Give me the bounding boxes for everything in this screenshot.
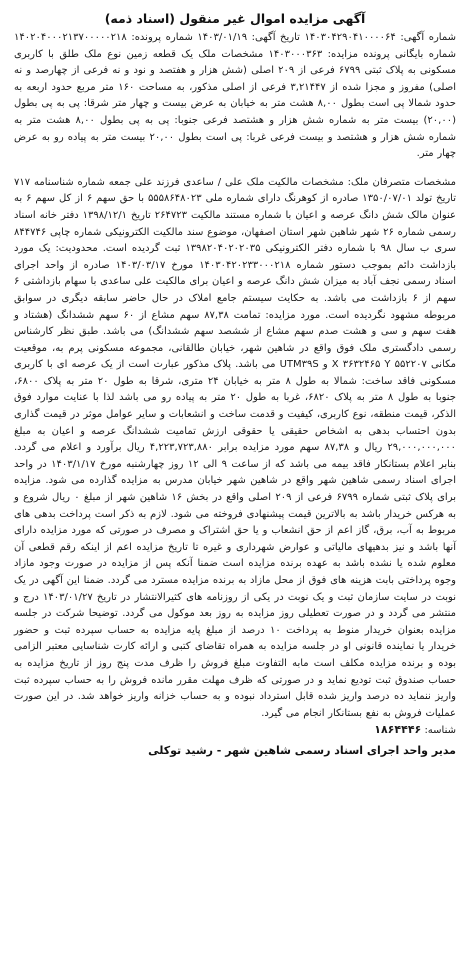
reference-number: ۱۸۶۴۴۴۶ <box>374 723 422 737</box>
signature-line: مدیر واحد اجرای اسناد رسمی شاهین شهر - رشید توکلی <box>148 743 456 757</box>
reference-line <box>14 722 456 740</box>
notice-title: آگهی مزایده اموال غیر منقول (اسناد ذمه) <box>104 11 366 26</box>
reference-label: شناسه: <box>424 725 456 737</box>
body-paragraph: مشخصات متصرفان ملک: مشخصات مالکیت ملک علی / ساعدی فرزند علی جمعه شماره شناسنامه ۷۱۷ تاریخ تولد ۱۳۵۰/۰۷/۰۱ صادره از کوهرنگ دارای شماره ملی ۵۵۵۸۶۴۸۰۲۳ با حق سهم ۶ از کل سهم ۶ به عنوان مالک شش دانگ عرصه و اعیان با شماره مستند مالکیت ۲۶۴۷۲۳ تاریخ ۱۳۹۸/۱۲/۱ دفتر خانه اسناد رسمی شماره ۲۶ شهر شاهین شهر استان اصفهان، موضوع سند مالکیت الکترونیکی شماره چاپی ۸۴۴۷۴۶ سری ب سال ۹۸ با شماره دفتر الکترونیکی ۱۳۹۸۲۰۴۰۲۰۲۰۳۵ ثبت گردیده است. محدودیت: یک مورد بازداشت دائم بموجب دستور شماره ۱۴۰۳۰۴۲۰۲۳۳۰۰۰۲۱۸ مورخ ۱۴۰۳/۰۳/۱۷ صادره از واحد اجرای اسناد رسمی نجف آباد به میزان شش دانگ عرصه و اعیان برای مالکیت علی ساعدی با سهام بازداشتی ۶ سهم از ۶ بازداشت می باشد. به حکایت سیستم جامع املاک در حال حاضر سابقه دیگری در سوابق مربوطه مشهود نگردیده است. مورد مزایده: تمامت ۸۷,۳۸ سهم مشاع از ۶۰ سهم ششدانگ (هشتاد و هفت سهم و سی و هشت صدم سهم مشاع از ششصد سهم ششدانگ) می باشد. طبق نظر کارشناس رسمی دادگستری ملک فوق واقع در شاهین شهر، خیابان طالقانی، مجموعه مسکونی پرم به، موقعیت مکانی ۵۵۲۲۰۷ X ۳۶۳۲۴۶۵ Y و UTM۳۹S می باشد. پلاک مذکور عبارت است از یک عرصه ای با کاربری مسکونی فاقد ساخت: شمالا به طول ۸ متر به خیابان ۲۴ متری، شرقا به طول ۲۰ متر به پلاک ۶۸۰۰، جنوبا به طول ۸ متر به پلاک ۶۸۲۰، غربا به طول ۲۰ متر به پیاده رو می باشد لذا با عنایت موارد فوق الذکر، قیمت منطقه، نوع کاربری، کیفیت و قدمت ساخت و انشعابات و سایر عوامل موثر در قیمت گذاری بدون احتساب بدهی به اشخاص حقیقی یا حقوقی ارزش تمامیت ششدانگ عرصه و اعیان به مبلغ ۲۹,۰۰۰,۰۰۰,۰۰۰ ریال و ۸۷,۳۸ سهم مورد مزایده برابر ۴,۲۲۳,۷۲۳,۸۸۰ ریال برآورد و اعلام می گردد. بنابر اعلام بستانکار فاقد بیمه می باشد که از ساعت ۹ الی ۱۲ روز چهارشنبه مورخ ۱۴۰۳/۱/۱۷ در واحد اجرای اسناد رسمی شاهین شهر واقع در شاهین شهر خیابان مدرس به مزایده گذارده می شود. مزایده برای پلاک ثبتی شماره ۶۷۹۹ فرعی از ۲۰۹ اصلی واقع در بخش ۱۶ شاهین شهر از مبلغ ۰ ریال شروع و به هرکس خریدار باشد به بالاترین قیمت پیشنهادی فروخته می شود. لازم به ذکر است پرداخت بدهی های مربوط به آب، برق، گاز اعم از حق انشعاب و یا حق اشتراک و مصرف در صورتی که مورد مزایده دارای آنها باشد و نیز بدهیهای مالیاتی و عوارض شهرداری و غیره تا تاریخ مزایده اعم از اینکه رقم قطعی آن معلوم شده یا نشده باشد به عهده برنده مزایده است ضمنا آنکه پس از مزایده در صورت وجود مازاد وجوه پرداختی بابت هزینه های فوق از محل مازاد به برنده مزایده مسترد می گردد. ضمنا این آگهی در یک نوبت در سایت سازمان ثبت و یک نوبت در یکی از روزنامه های کثیرالانتشار در تاریخ ۱۴۰۳/۰۱/۲۷ درج و منتشر می گردد و در صورت تعطیلی روز مزایده به روز بعد موکول می گردد. توضیحا شرکت در جلسه مزایده بعنوان خریدار منوط به پرداخت ۱۰ درصد از مبلغ پایه مزایده به حساب سپرده ثبت و حضور خریدار یا نماینده قانونی او در جلسه مزایده به همراه تقاضای کتبی و ارائه کارت شناسایی معتبر الزامی بوده و برنده مزایده مکلف است مابه التفاوت مبلغ فروش را ظرف مدت پنج روز از تاریخ مزایده به حساب صندوق ثبت تودیع نماید و در صورتی که ظرف مهلت مقرر مانده فروش را به حساب سپرده ثبت واریز ننماید ده درصد واریز شده قابل استرداد نبوده و به حساب خزانه واریز خواهد شد. در این صورت عملیات فروش به نفع بستانکار انجام می گیرد. <box>14 176 457 719</box>
intro-paragraph: شماره آگهی: ۱۴۰۳۰۴۲۹۰۴۱۰۰۰۰۶۴ تاریخ آگهی: ۱۴۰۳/۰۱/۱۹ شماره پرونده: ۱۴۰۲۰۴۰۰۰۲۱۳۷۰۰۰۰۰۲۱۸ شماره بایگانی پرونده مزایده: ۱۴۰۳۰۰۰۳۶۳ مشخصات ملک یک قطعه زمین نوع ملک طلق با کاربری مسکونی به پلاک ثبتی ۶۷۹۹ فرعی از ۲۰۹ اصلی (شش هزار و هفتصد و نود و نه فرعی از چهارصد و نه اصلی) مفروز و مجزا شده از ۳,۲۱۴۴۷ فرعی از اصلی مذکور، به مساحت ۱۶۰ متر مربع حدود اربعه به حدود شمالا پی است بطول ۸,۰۰ هشت متر به خیابان به عرض بیست و چهار متر شرقا: پی به پی بطول (۲۰,۰۰) بیست متر به شماره شش هزار و هشتصد فرعی جنوبا: پی به پی بطول ۸,۰۰ هشت متر به شماره شش هزار و هشتصد و بیست فرعی غربا: پی است بطول ۲۰,۰۰ بیست متر به پیاده رو به عرض چهار متر. <box>14 32 456 160</box>
paragraph-spacer <box>14 163 456 175</box>
